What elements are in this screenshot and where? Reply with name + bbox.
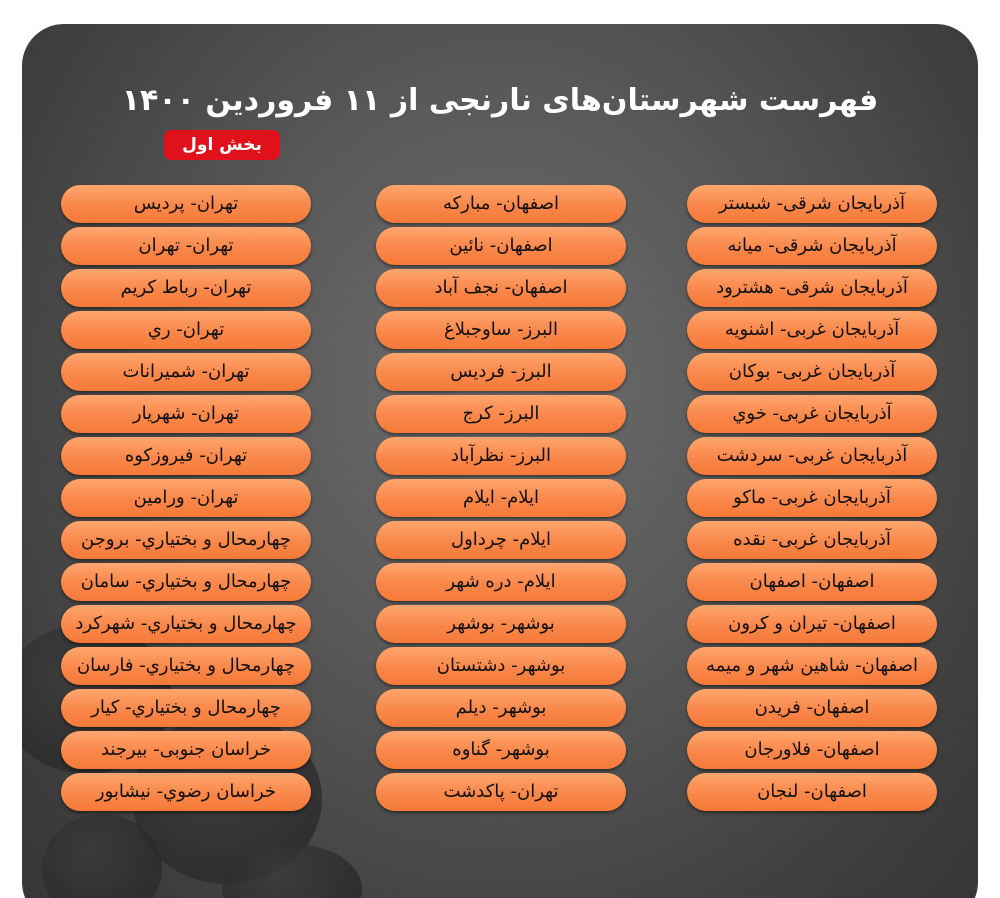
city-pill: آذربایجان غربی- سردشت: [687, 437, 937, 475]
city-pill: اصفهان- نائین: [376, 227, 626, 265]
city-pill: اصفهان- شاهین شهر و میمه: [687, 647, 937, 685]
city-pill: البرز- ساوجبلاغ: [376, 311, 626, 349]
page-title: فهرست شهرستان‌های نارنجی از ۱۱ فروردین ۱۴۰۰: [121, 83, 879, 118]
city-pill: تهران- ورامین: [61, 479, 311, 517]
city-pill: البرز- نظرآباد: [376, 437, 626, 475]
city-pill: البرز- کرج: [376, 395, 626, 433]
city-pill: تهران- پردیس: [61, 185, 311, 223]
city-pill: تهران- شهریار: [61, 395, 311, 433]
city-pill: چهارمحال و بختیاري- شهرکرد: [61, 605, 311, 643]
city-pill: بوشهر- دیلم: [376, 689, 626, 727]
city-pill: اصفهان- اصفهان: [687, 563, 937, 601]
city-pill: اصفهان- مبارکه: [376, 185, 626, 223]
city-column-2: [376, 185, 626, 815]
city-pill: آذربایجان غربی- بوکان: [687, 353, 937, 391]
city-pill: تهران- ري: [61, 311, 311, 349]
city-pill: اصفهان- فریدن: [687, 689, 937, 727]
city-pill: تهران- رباط کریم: [61, 269, 311, 307]
city-pill: بوشهر- گناوه: [376, 731, 626, 769]
city-pill: چهارمحال و بختیاري- بروجن: [61, 521, 311, 559]
city-pill: آذربایجان شرقی- میانه: [687, 227, 937, 265]
city-pill: چهارمحال و بختیاري- کیار: [61, 689, 311, 727]
city-pill: آذربایجان غربی- خوي: [687, 395, 937, 433]
city-pill: ایلام- ایلام: [376, 479, 626, 517]
city-pill: آذربایجان غربی- اشنویه: [687, 311, 937, 349]
city-pill: ایلام- چرداول: [376, 521, 626, 559]
city-pill: تهران- تهران: [61, 227, 311, 265]
city-pill: تهران- پاکدشت: [376, 773, 626, 811]
city-pill: بوشهر- بوشهر: [376, 605, 626, 643]
city-pill: خراسان جنوبی- بیرجند: [61, 731, 311, 769]
city-pill: آذربایجان شرقی- هشترود: [687, 269, 937, 307]
city-column-1: [687, 185, 937, 815]
city-pill: البرز- فردیس: [376, 353, 626, 391]
city-column-3: [61, 185, 311, 815]
city-pill: اصفهان- فلاورجان: [687, 731, 937, 769]
city-pill: اصفهان- تیران و کرون: [687, 605, 937, 643]
section-badge: بخش اول: [164, 130, 280, 160]
city-pill: اصفهان- نجف آباد: [376, 269, 626, 307]
city-pill: تهران- شمیرانات: [61, 353, 311, 391]
city-pill: چهارمحال و بختیاري- سامان: [61, 563, 311, 601]
city-pill: ایلام- دره شهر: [376, 563, 626, 601]
city-pill: بوشهر- دشتستان: [376, 647, 626, 685]
city-pill: خراسان رضوي- نیشابور: [61, 773, 311, 811]
city-pill: آذربایجان غربی- نقده: [687, 521, 937, 559]
city-pill: اصفهان- لنجان: [687, 773, 937, 811]
city-pill: آذربایجان غربی- ماکو: [687, 479, 937, 517]
city-pill: تهران- فیروزکوه: [61, 437, 311, 475]
city-pill: چهارمحال و بختیاري- فارسان: [61, 647, 311, 685]
city-pill: آذربایجان شرقی- شبستر: [687, 185, 937, 223]
